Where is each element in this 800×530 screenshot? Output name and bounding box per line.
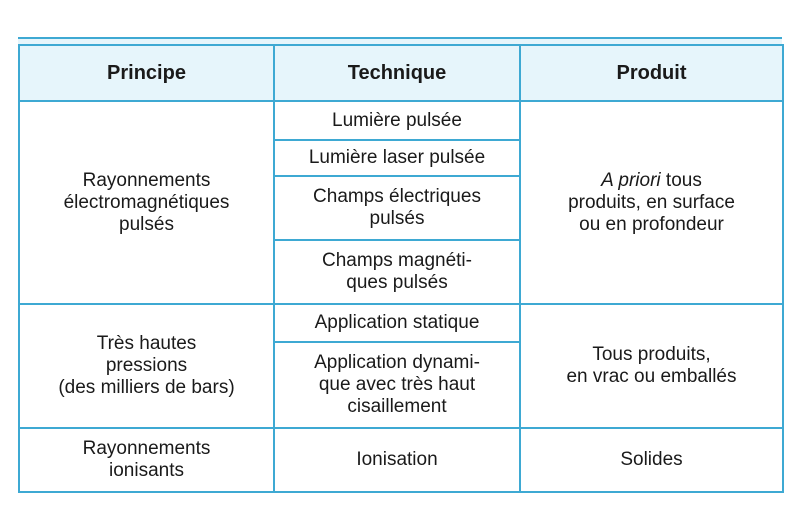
table-header (19, 45, 783, 101)
technique-cell: Ionisation (274, 428, 520, 492)
technique-cell: Application statique (274, 304, 520, 342)
table-row (19, 428, 783, 492)
header-technique: Technique (274, 45, 520, 101)
technique-cell: Lumière laser pulsée (274, 140, 520, 176)
produit-italic-text: A priori (601, 169, 661, 191)
principe-cell: Rayonnements ionisants (19, 428, 274, 492)
produit-cell: Tous produits, en vrac ou emballés (520, 304, 783, 428)
table-row (19, 101, 783, 140)
table-body (19, 101, 783, 492)
technique-cell: Champs électriques pulsés (274, 176, 520, 240)
technique-cell: Lumière pulsée (274, 101, 520, 140)
produit-cell: Solides (520, 428, 783, 492)
header-principe: Principe (19, 45, 274, 101)
header-produit: Produit (520, 45, 783, 101)
table-top-band (18, 37, 782, 44)
table-row (19, 304, 783, 342)
produit-cell (520, 101, 783, 304)
principe-cell: Rayonnements électromagnétiques pulsés (19, 101, 274, 304)
produit-text: tous produits, en surface ou en profondeur (568, 169, 735, 235)
techniques-table (18, 44, 784, 493)
header-row (19, 45, 783, 101)
technique-cell: Application dynami- que avec très haut cisaillement (274, 342, 520, 428)
technique-cell: Champs magnéti- ques pulsés (274, 240, 520, 304)
principe-cell: Très hautes pressions (des milliers de bars) (19, 304, 274, 428)
